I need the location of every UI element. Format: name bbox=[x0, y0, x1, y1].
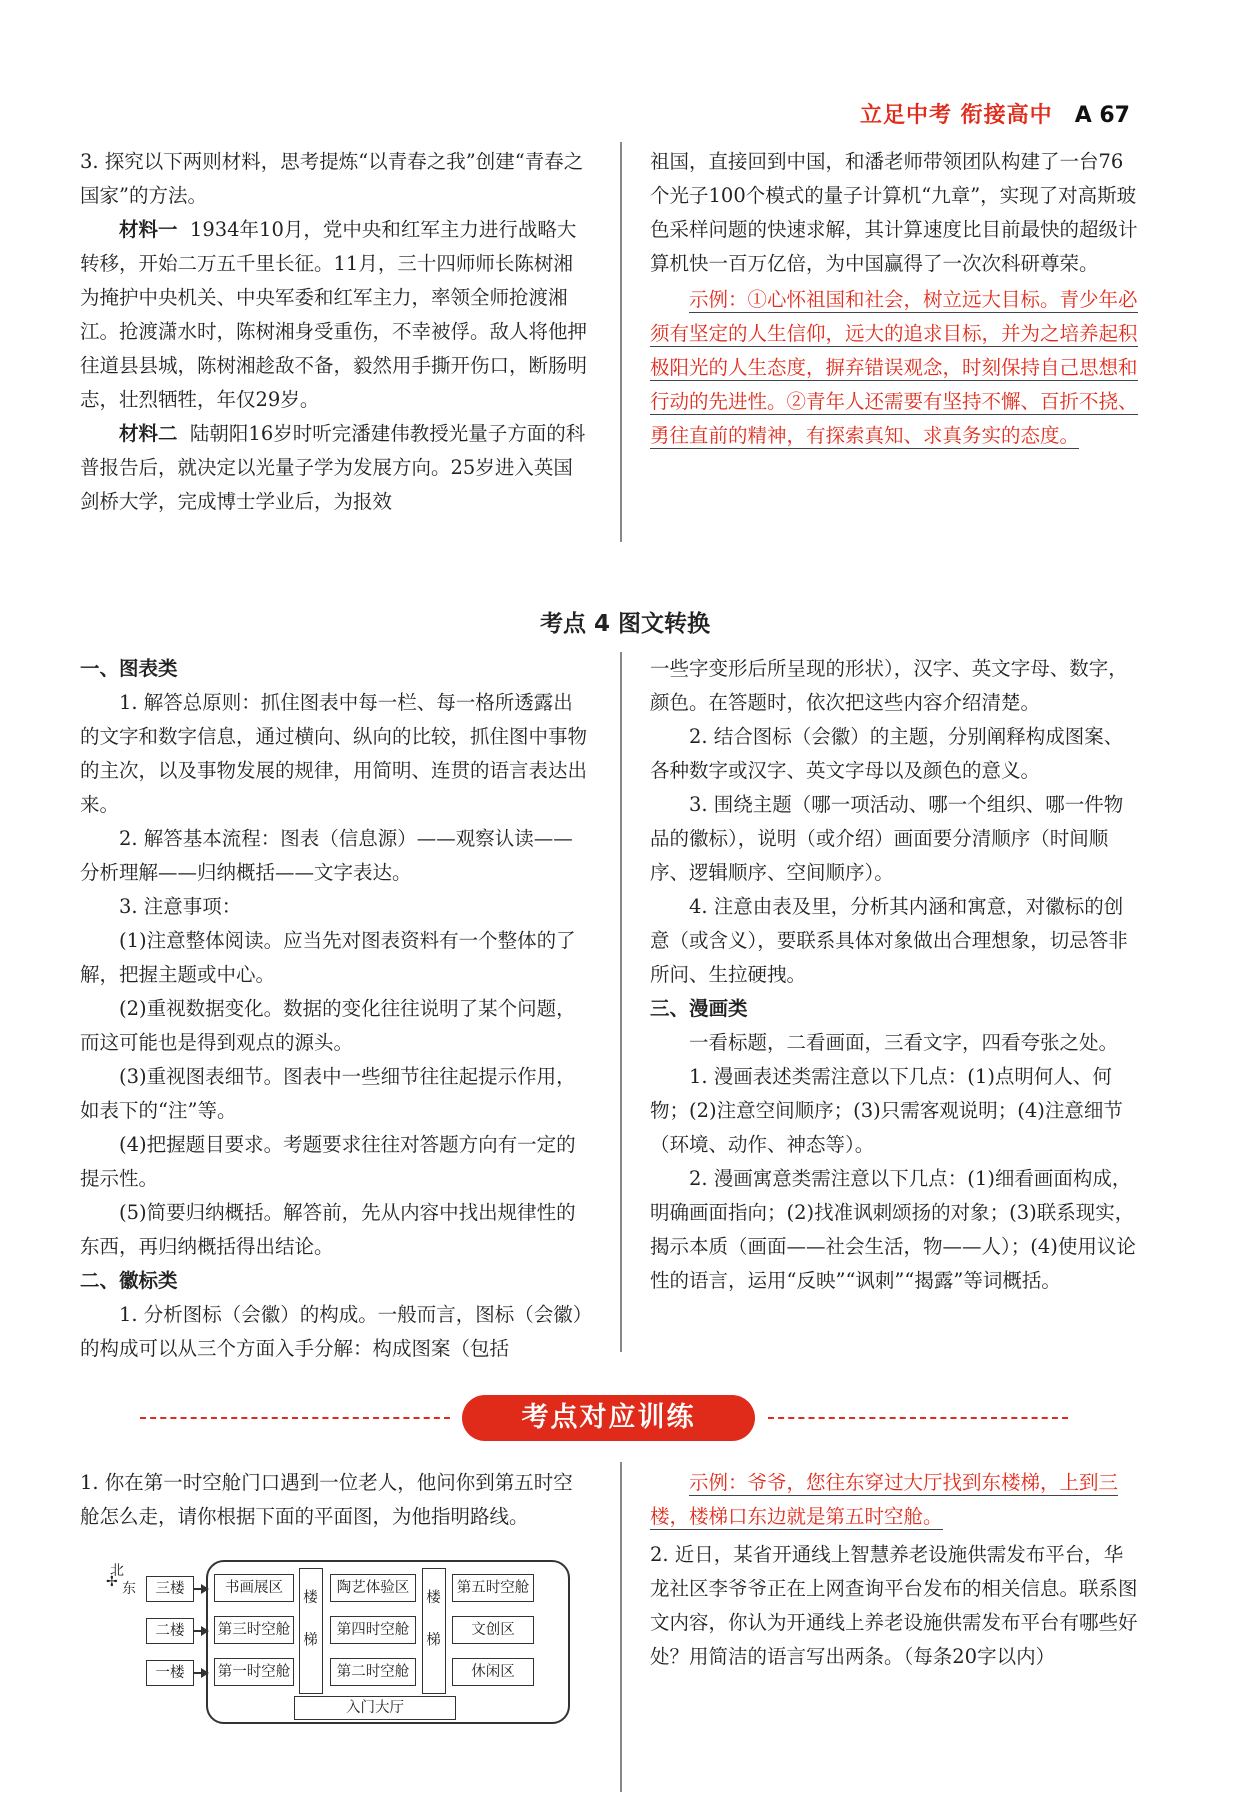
note-1: (1)注意整体阅读。应当先对图表资料有一个整体的了解，把握主题或中心。 bbox=[80, 929, 576, 986]
heading-charts: 一、图表类 bbox=[80, 657, 178, 680]
floor-3-label: 三楼 bbox=[146, 1576, 194, 1602]
room-east-2: 文创区 bbox=[452, 1616, 534, 1644]
compass-east-label: 东 bbox=[122, 1581, 136, 1597]
floor-plan bbox=[96, 1560, 576, 1760]
comic-point-2: 2. 漫画寓意类需注意以下几点：(1)细看画面构成，明确画面指向；(2)找准讽刺颂扬的对象；(3)联系现实，揭示本质（画面——社会生活，物——人）；(4)使用议论性的语言，运用“反映”“讽刺”“揭露”等词概括。 bbox=[650, 1167, 1136, 1292]
heading-logos: 二、徽标类 bbox=[80, 1269, 178, 1292]
chart-point-2: 2. 解答基本流程：图表（信息源）——观察认读——分析理解——归纳概括——文字表达。 bbox=[80, 827, 573, 884]
room-mid-1: 第二时空舱 bbox=[330, 1658, 416, 1686]
room-west-1: 第一时空舱 bbox=[214, 1658, 294, 1686]
logo-point-1: 1. 分析图标（会徽）的构成。一般而言，图标（会徽）的构成可以从三个方面入手分解：构成图案（包括 bbox=[80, 1303, 583, 1360]
q3-material-1 bbox=[80, 213, 592, 417]
floor-2-label: 二楼 bbox=[146, 1618, 194, 1644]
comic-point-1: 1. 漫画表述类需注意以下几点：(1)点明何人、何物；(2)注意空间顺序；(3)只需客观说明；(4)注意细节（环境、动作、神态等）。 bbox=[650, 1065, 1123, 1156]
heading-comics: 三、漫画类 bbox=[650, 997, 748, 1020]
material-1-label: 材料一 bbox=[119, 218, 178, 241]
training-left-column bbox=[80, 1466, 592, 1534]
note-4: (4)把握题目要求。考题要求往往对答题方向有一定的提示性。 bbox=[80, 1133, 576, 1190]
material-2-continued: 祖国，直接回到中国，和潘老师带领团队构建了一台76个光子100个模式的量子计算机“九章”，实现了对高斯玻色采样问题的快速求解，其计算速度比目前最快的超级计算机快一百万亿倍，为中国赢得了一次次科研尊荣。 bbox=[650, 150, 1138, 275]
room-east-1: 休闲区 bbox=[452, 1658, 534, 1686]
material-2-text: 陆朝阳16岁时听完潘建伟教授光量子方面的科普报告后，就决定以光量子学为发展方向。25岁进入英国剑桥大学，完成博士学业后，为报效 bbox=[80, 422, 586, 513]
section-title: 考点 4 图文转换 bbox=[539, 611, 711, 637]
room-mid-3: 陶艺体验区 bbox=[330, 1574, 416, 1602]
q3-answer bbox=[650, 283, 1142, 453]
arrow-right-icon bbox=[193, 1672, 207, 1674]
q3-right-column bbox=[650, 145, 1142, 453]
training-question-1: 1. 你在第一时空舱门口遇到一位老人，他问你到第五时空舱怎么走，请你根据下面的平面图，为他指明路线。 bbox=[80, 1471, 573, 1528]
logo-point-1-continued: 一些字变形后所呈现的形状），汉字、英文字母、数字，颜色。在答题时，依次把这些内容介绍清楚。 bbox=[650, 657, 1128, 714]
note-2: (2)重视数据变化。数据的变化往往说明了某个问题，而这可能也是得到观点的源头。 bbox=[80, 997, 576, 1054]
compass-icon: ✢ bbox=[106, 1574, 118, 1590]
logo-point-3: 3. 围绕主题（哪一项活动、哪一个组织、哪一件物品的徽标），说明（或介绍）画面要分清顺序（时间顺序、逻辑顺序、空间顺序）。 bbox=[650, 793, 1124, 884]
compass-north-label: 北 bbox=[110, 1563, 124, 1579]
stair-west: 楼梯 bbox=[299, 1568, 323, 1694]
training-answer-1 bbox=[650, 1466, 1142, 1534]
chart-point-3: 3. 注意事项： bbox=[119, 895, 242, 918]
note-5: (5)简要归纳概括。解答前，先从内容中找出规律性的东西，再归纳概括得出结论。 bbox=[80, 1201, 576, 1258]
banner-right-rule bbox=[768, 1417, 1068, 1419]
note-3: (3)重视图表细节。图表中一些细节往往起提示作用，如表下的“注”等。 bbox=[80, 1065, 576, 1122]
page-number: A 67 bbox=[1074, 103, 1130, 128]
header-slogan: 立足中考 衔接高中 bbox=[860, 103, 1053, 128]
floor-1-label: 一楼 bbox=[146, 1660, 194, 1686]
section4-left-column bbox=[80, 652, 592, 1366]
training-question-2: 2. 近日，某省开通线上智慧养老设施供需发布平台，华龙社区李爷爷正在上网查询平台发布的相关信息。联系图文内容，你认为开通线上养老设施供需发布平台有哪些好处？用简洁的语言写出两条。（每条20字以内） bbox=[650, 1543, 1138, 1668]
column-divider-2 bbox=[620, 652, 622, 1352]
training-right-column bbox=[650, 1466, 1142, 1674]
room-mid-2: 第四时空舱 bbox=[330, 1616, 416, 1644]
q3-answer-text: 示例：①心怀祖国和社会，树立远大目标。青少年必须有坚定的人生信仰，远大的追求目标，并为之培养起积极阳光的人生态度，摒弃错误观念，时刻保持自己思想和行动的先进性。②青年人还需要有坚持不懈、百折不挠、勇往直前的精神，有探索真知、求真务实的态度。 bbox=[650, 288, 1138, 447]
banner-left-rule bbox=[140, 1417, 450, 1419]
stair-east: 楼梯 bbox=[422, 1568, 446, 1694]
logo-point-2: 2. 结合图标（会徽）的主题，分别阐释构成图案、各种数字或汉字、英文字母以及颜色的意义。 bbox=[650, 725, 1124, 782]
q3-material-2 bbox=[80, 417, 592, 519]
material-2-label: 材料二 bbox=[119, 422, 178, 445]
column-divider bbox=[620, 142, 622, 542]
entrance-hall: 入门大厅 bbox=[294, 1696, 456, 1720]
q3-left-column bbox=[80, 145, 592, 519]
comic-intro: 一看标题，二看画面，三看文字，四看夸张之处。 bbox=[689, 1031, 1119, 1054]
material-1-text: 1934年10月，党中央和红军主力进行战略大转移，开始二万五千里长征。11月，三十四师师长陈树湘为掩护中央机关、中央军委和红军主力，率领全师抢渡湘江。抢渡潇水时，陈树湘身受重伤，不幸被俘。敌人将他押往道县县城，陈树湘趁敌不备，毅然用手撕开伤口，断肠明志，壮烈牺牲，年仅29岁。 bbox=[80, 218, 588, 411]
training-answer-1-text: 示例：爷爷，您往东穿过大厅找到东楼梯，上到三楼，楼梯口东边就是第五时空舱。 bbox=[650, 1471, 1119, 1528]
room-west-3: 书画展区 bbox=[214, 1574, 294, 1602]
room-west-2: 第三时空舱 bbox=[214, 1616, 294, 1644]
arrow-right-icon bbox=[193, 1630, 207, 1632]
q3-stem: 3. 探究以下两则材料，思考提炼“以青春之我”创建“青春之国家”的方法。 bbox=[80, 150, 584, 207]
room-east-3: 第五时空舱 bbox=[452, 1574, 534, 1602]
training-banner: 考点对应训练 bbox=[462, 1395, 755, 1441]
chart-point-1: 1. 解答总原则：抓住图表中每一栏、每一格所透露出的文字和数字信息，通过横向、纵向的比较，抓住图中事物的主次，以及事物发展的规律，用简明、连贯的语言表达出来。 bbox=[80, 691, 588, 816]
logo-point-4: 4. 注意由表及里，分析其内涵和寓意，对徽标的创意（或含义），要联系具体对象做出合理想象，切忌答非所问、生拉硬拽。 bbox=[650, 895, 1128, 986]
arrow-right-icon bbox=[193, 1588, 207, 1590]
page-header bbox=[860, 98, 1130, 129]
section4-right-column bbox=[650, 652, 1142, 1298]
column-divider-3 bbox=[620, 1462, 622, 1792]
